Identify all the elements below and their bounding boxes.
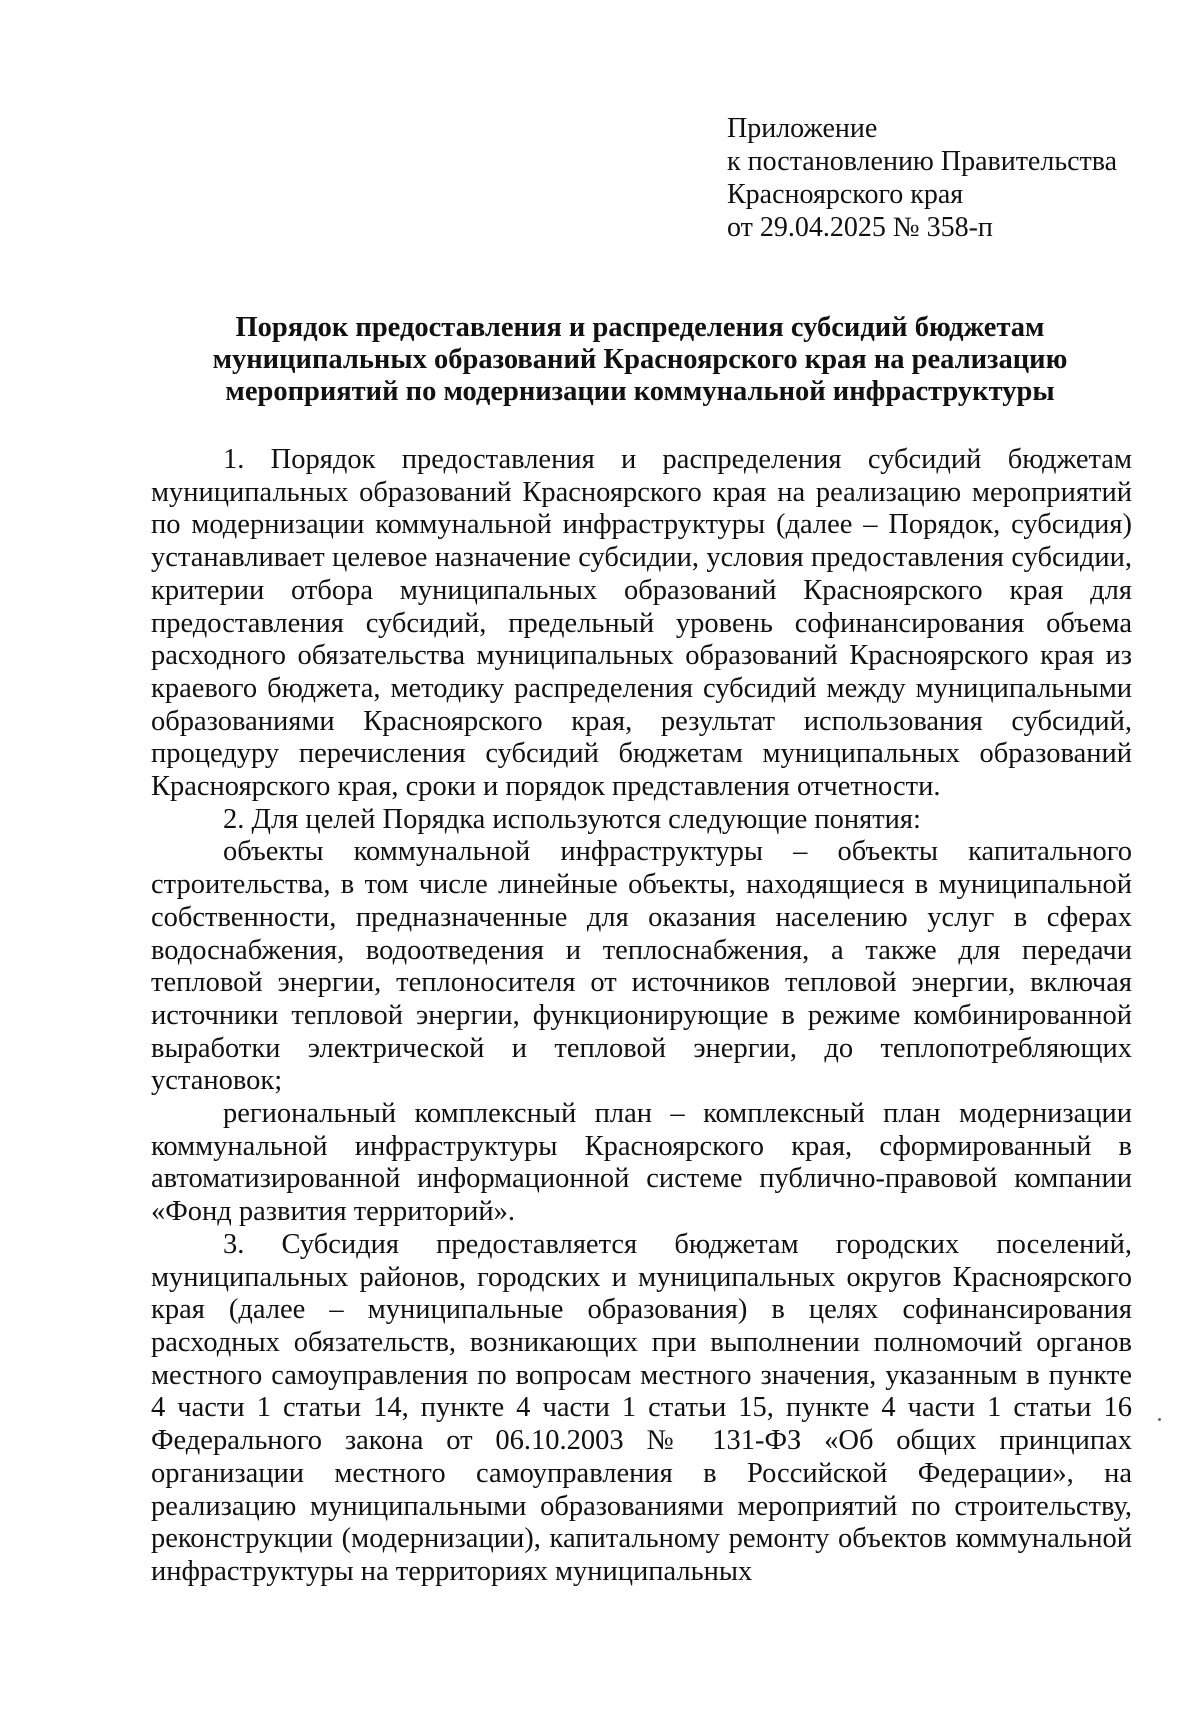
title-line: Порядок предоставления и распределения субсидий бюджетам: [235, 312, 1045, 343]
paragraph-definition-objects: объекты коммунальной инфраструктуры – объекты капитального строительства, в том числе линейные объекты, находящиеся в муниципальной собственности, предназначенные для оказания населению услуг в сферах водоснабжения, водоотведения и теплоснабжения, а также для передачи тепловой энергии, теплоносителя от источников тепловой энергии, включая источники тепловой энергии, функционирующие в режиме комбинированной выработки электрической и тепловой энергии, до теплопотребляющих установок;: [151, 836, 1132, 1097]
scan-speck: [1158, 1418, 1161, 1421]
document-body: [151, 444, 1132, 1589]
paragraph-definition-plan: региональный комплексный план – комплексный план модернизации коммунальной инфраструктуры Красноярского края, сформированный в автоматизированной информационной системе публично-правовой компании «Фонд развития территорий».: [151, 1098, 1132, 1228]
annex-header: [727, 112, 1167, 244]
annex-line: Приложение: [727, 113, 878, 144]
title-line: мероприятий по модернизации коммунальной инфраструктуры: [225, 376, 1055, 407]
title-line: муниципальных образований Красноярского края на реализацию: [212, 344, 1068, 375]
paragraph-3: 3. Субсидия предоставляется бюджетам городских поселений, муниципальных районов, городских и муниципальных округов Красноярского края (далее – муниципальные образования) в целях софинансирования расходных обязательств, возникающих при выполнении полномочий органов местного самоуправления по вопросам местного значения, указанным в пункте 4 части 1 статьи 14, пункте 4 части 1 статьи 15, пункте 4 части 1 статьи 16 Федерального закона от 06.10.2003 № 131-ФЗ «Об общих принципах организации местного самоуправления в Российской Федерации», на реализацию муниципальными образованиями мероприятий по строительству, реконструкции (модернизации), капитальному ремонту объектов коммунальной инфраструктуры на территориях муниципальных: [151, 1228, 1132, 1587]
paragraph-1: 1. Порядок предоставления и распределения субсидий бюджетам муниципальных образований Красноярского края на реализацию мероприятий по модернизации коммунальной инфраструктуры (далее – Порядок, субсидия) устанавливает целевое назначение субсидии, условия предоставления субсидии, критерии отбора муниципальных образований Красноярского края для предоставления субсидий, предельный уровень софинансирования объема расходного обязательства муниципальных образований Красноярского края из краевого бюджета, методику распределения субсидий между муниципальными образованиями Красноярского края, результат использования субсидий, процедуру перечисления субсидий бюджетам муниципальных образований Красноярского края, сроки и порядок представления отчетности.: [151, 444, 1132, 803]
annex-line: Красноярского края: [727, 179, 964, 210]
annex-date-number: от 29.04.2025 № 358-п: [727, 212, 993, 243]
annex-line: к постановлению Правительства: [727, 146, 1118, 177]
document-title: [150, 312, 1130, 408]
paragraph-2: 2. Для целей Порядка используются следующие понятия:: [223, 803, 921, 835]
